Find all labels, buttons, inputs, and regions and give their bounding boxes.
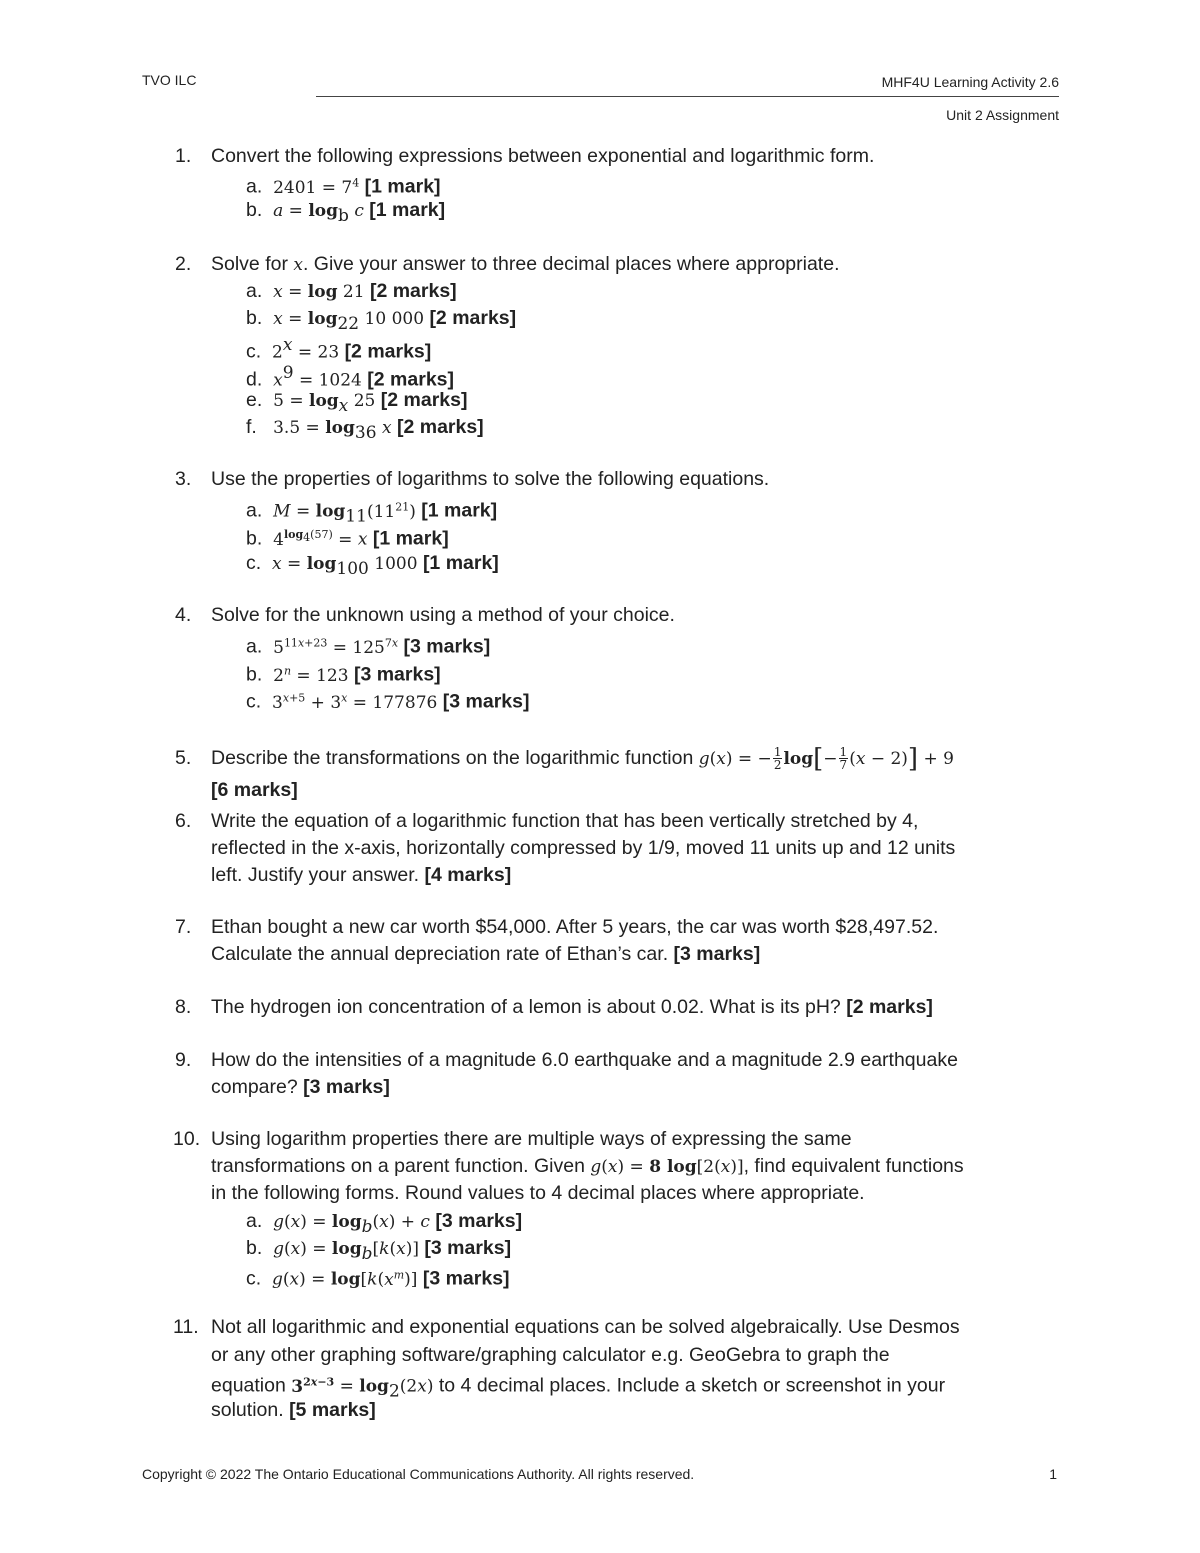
q10-line2: transformations on a parent function. Given g(x) = 8 log[2(x)], find equivalent functions	[211, 1155, 964, 1177]
q11-line3: equation $3^{2x-3} = \log_2(2x)$ to 4 decimal places. Include a sketch or screenshot in your	[211, 1374, 946, 1402]
q7-line2: Calculate the annual depreciation rate of Ethan’s car. [3 marks]	[211, 943, 761, 965]
q7-number: 7.	[175, 916, 192, 938]
q10b: b. $g(x) = \log_b[k(x)]$ [3 marks]	[246, 1237, 512, 1264]
q2a: a. x = log 21 [2 marks]	[246, 280, 457, 302]
q6-number: 6.	[175, 810, 192, 832]
q4-number: 4.	[175, 604, 192, 626]
footer-page-number: 1	[1049, 1466, 1057, 1482]
q4a: a. $5^{11x+23} = 125^{7x}$ [3 marks]	[246, 635, 491, 658]
q1-text: Convert the following expressions between exponential and logarithmic form.	[211, 145, 875, 167]
header-sub: Unit 2 Assignment	[946, 107, 1059, 123]
q7-line1: Ethan bought a new car worth $54,000. After 5 years, the car was worth $28,497.52.	[211, 916, 939, 938]
q4c: c. $3^{x+5} + 3^x = 177876$ [3 marks]	[246, 690, 530, 713]
q10-line1: Using logarithm properties there are multiple ways of expressing the same	[211, 1128, 852, 1150]
q3b: b. $4^{log_4(57)} = x$ [1 mark]	[246, 527, 449, 550]
q9-number: 9.	[175, 1049, 192, 1071]
q1a: a. $2401 = 7^4$ [1 mark]	[246, 175, 441, 198]
q10c: c. $g(x) = \log[k(x^m)]$ [3 marks]	[246, 1267, 510, 1290]
q10-number: 10.	[173, 1128, 201, 1150]
q1b: b. $a = \log_b c$ [1 mark]	[246, 199, 446, 226]
q8-line1: The hydrogen ion concentration of a lemon is about 0.02. What is its pH? [2 marks]	[211, 996, 933, 1018]
q10-line3: in the following forms. Round values to 4 decimal places where appropriate.	[211, 1182, 865, 1204]
footer-copyright: Copyright © 2022 The Ontario Educational Communications Authority. All rights reserved.	[142, 1466, 695, 1482]
q9-line1: How do the intensities of a magnitude 6.0 earthquake and a magnitude 2.9 earthquake	[211, 1049, 958, 1071]
q1-number: 1.	[175, 145, 192, 167]
q2d: d. $x^9 = 1024$ [2 marks]	[246, 363, 455, 391]
q3-text: Use the properties of logarithms to solve the following equations.	[211, 468, 770, 490]
q5-mark: [6 marks]	[211, 779, 298, 801]
q11-line4: solution. [5 marks]	[211, 1399, 376, 1421]
q6-line1: Write the equation of a logarithmic function that has been vertically stretched by 4,	[211, 810, 919, 832]
q4-text: Solve for the unknown using a method of your choice.	[211, 604, 675, 626]
q2-number: 2.	[175, 253, 192, 275]
q2b: b. $x = \log_{22} 10$ 000 [2 marks]	[246, 307, 517, 334]
q8-number: 8.	[175, 996, 192, 1018]
q4b: b. $2^n = 123$ [3 marks]	[246, 663, 441, 686]
q3-number: 3.	[175, 468, 192, 490]
q3c: c. $x = \log_{100} 1000$ [1 mark]	[246, 552, 499, 579]
q11-line2: or any other graphing software/graphing calculator e.g. GeoGebra to graph the	[211, 1344, 890, 1366]
q9-line2: compare? [3 marks]	[211, 1076, 390, 1098]
q5-number: 5.	[175, 747, 192, 769]
q2c: c. 2$^x$ = 23 [2 marks]	[246, 335, 432, 363]
header-rule	[316, 96, 1059, 97]
q2-text: Solve for x. Give your answer to three decimal places where appropriate.	[211, 253, 840, 275]
q10a: a. $g(x) = \log_b(x) + c$ [3 marks]	[246, 1210, 523, 1237]
header-right: MHF4U Learning Activity 2.6	[881, 74, 1059, 90]
q11-number: 11.	[173, 1316, 199, 1338]
q2e: e. $5 = \log_x 25$ [2 marks]	[246, 389, 468, 416]
q6-line3: left. Justify your answer. [4 marks]	[211, 864, 512, 886]
header-left: TVO ILC	[142, 72, 197, 88]
q6-line2: reflected in the x-axis, horizontally compressed by 1/9, moved 11 units up and 12 units	[211, 837, 956, 859]
q11-line1: Not all logarithmic and exponential equations can be solved algebraically. Use Desmos	[211, 1316, 960, 1338]
q5-text: Describe the transformations on the logarithmic function g(x) = − $\frac{1}{2}$ log[− $\frac{1}{7}$ (x − 2)] + 9	[211, 744, 954, 774]
q2f: f. $3.5 = \log_{36} x$ [2 marks]	[246, 416, 484, 443]
q3a: a. $M = \log_{11}(11^{21})$ [1 mark]	[246, 499, 498, 527]
